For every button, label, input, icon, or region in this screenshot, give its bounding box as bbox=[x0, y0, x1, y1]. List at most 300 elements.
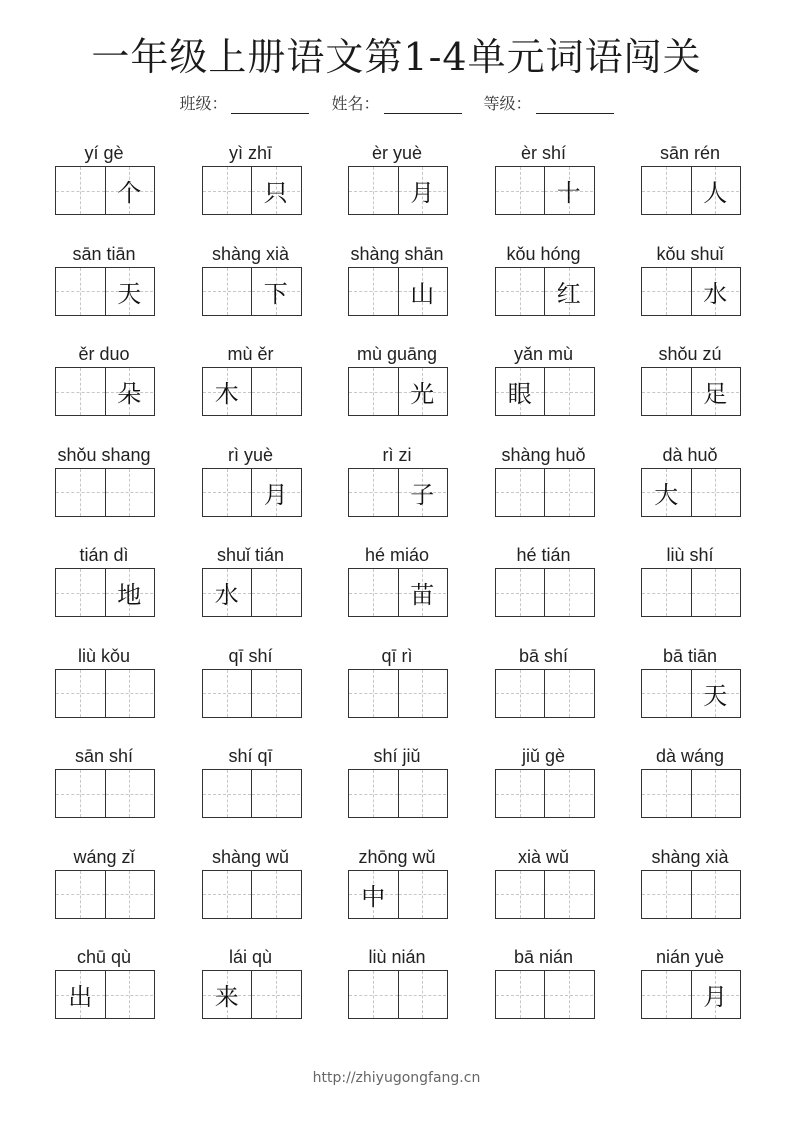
word-cell bbox=[347, 442, 447, 543]
tianzi-grid-box bbox=[495, 568, 595, 617]
character-square[interactable] bbox=[105, 871, 154, 918]
character-square[interactable] bbox=[496, 569, 545, 616]
character-square[interactable] bbox=[56, 770, 105, 817]
pinyin-label: lái qù bbox=[228, 947, 273, 967]
tianzi-grid-box bbox=[202, 166, 302, 215]
pinyin-label: rì zi bbox=[382, 444, 412, 465]
character-square[interactable] bbox=[496, 871, 545, 918]
tianzi-grid-box bbox=[55, 970, 155, 1019]
hanzi-character: 出 bbox=[68, 983, 93, 1011]
word-cell bbox=[201, 341, 301, 442]
hanzi-character bbox=[545, 871, 593, 918]
class-blank-line[interactable] bbox=[231, 95, 309, 114]
hanzi-character: 下 bbox=[263, 279, 288, 308]
word-cell bbox=[640, 743, 740, 844]
character-square[interactable] bbox=[56, 368, 105, 415]
character-square[interactable] bbox=[691, 469, 740, 516]
word-cell bbox=[640, 542, 740, 643]
hanzi-character bbox=[496, 569, 545, 616]
hanzi-character: 木 bbox=[214, 380, 239, 408]
character-square[interactable] bbox=[691, 871, 740, 918]
tianzi-grid-box bbox=[348, 267, 448, 316]
tianzi-grid-box bbox=[202, 870, 302, 919]
pinyin-label: bā tiān bbox=[662, 645, 718, 666]
pinyin-label: liù kǒu bbox=[77, 645, 131, 666]
character-square[interactable] bbox=[496, 368, 545, 415]
hanzi-character bbox=[545, 569, 593, 616]
hanzi-character: 足 bbox=[703, 380, 728, 408]
pinyin-label: dà huǒ bbox=[662, 444, 718, 465]
character-square[interactable] bbox=[105, 670, 154, 717]
character-square[interactable] bbox=[251, 569, 300, 616]
hanzi-character bbox=[349, 770, 398, 817]
tianzi-grid-box bbox=[348, 970, 448, 1019]
hanzi-character bbox=[203, 167, 252, 214]
tianzi-grid-box bbox=[348, 568, 448, 617]
character-square[interactable] bbox=[691, 971, 740, 1018]
hanzi-character bbox=[692, 469, 740, 516]
pinyin-label: tián dì bbox=[79, 545, 129, 565]
word-cell bbox=[494, 140, 594, 241]
tianzi-grid-box bbox=[55, 769, 155, 818]
character-square[interactable] bbox=[56, 569, 105, 616]
character-square[interactable] bbox=[544, 770, 593, 817]
pinyin-label: ěr duo bbox=[78, 344, 130, 364]
character-square[interactable] bbox=[496, 268, 545, 315]
character-square[interactable] bbox=[251, 670, 300, 717]
hanzi-character: 中 bbox=[361, 882, 386, 911]
pinyin-label: xià wǔ bbox=[517, 846, 570, 867]
word-cell bbox=[347, 944, 447, 1045]
character-square[interactable] bbox=[544, 569, 593, 616]
grade-blank-line[interactable] bbox=[536, 95, 614, 114]
pinyin-label: liù shí bbox=[666, 545, 714, 565]
hanzi-character bbox=[349, 971, 398, 1018]
pinyin-label: dà wáng bbox=[655, 746, 725, 766]
word-cell bbox=[54, 140, 154, 241]
word-cell bbox=[494, 442, 594, 543]
pinyin-label: rì yuè bbox=[227, 444, 274, 465]
name-label: 姓名： bbox=[331, 94, 380, 113]
pinyin-label: shàng xià bbox=[651, 846, 729, 867]
pinyin-label: èr yuè bbox=[371, 143, 423, 163]
character-square[interactable] bbox=[203, 268, 252, 315]
tianzi-grid-box bbox=[55, 669, 155, 718]
hanzi-character bbox=[692, 569, 740, 616]
character-square[interactable] bbox=[203, 167, 252, 214]
tianzi-grid-box bbox=[348, 669, 448, 718]
character-square[interactable] bbox=[398, 770, 447, 817]
word-cell bbox=[640, 442, 740, 543]
hanzi-character bbox=[106, 871, 154, 918]
hanzi-character: 红 bbox=[556, 279, 581, 308]
character-square[interactable] bbox=[203, 871, 252, 918]
character-square[interactable] bbox=[105, 469, 154, 516]
pinyin-label: shàng xià bbox=[211, 243, 290, 264]
character-square[interactable] bbox=[105, 368, 154, 415]
tianzi-grid-box bbox=[495, 468, 595, 517]
hanzi-character: 人 bbox=[703, 179, 728, 207]
hanzi-character bbox=[56, 770, 105, 817]
character-square[interactable] bbox=[544, 670, 593, 717]
tianzi-grid-box bbox=[202, 568, 302, 617]
word-cell bbox=[494, 944, 594, 1045]
character-square[interactable] bbox=[349, 569, 398, 616]
hanzi-character: 光 bbox=[410, 380, 435, 408]
word-cell bbox=[640, 241, 740, 342]
hanzi-character bbox=[642, 670, 691, 717]
hanzi-character bbox=[349, 569, 398, 616]
character-square[interactable] bbox=[642, 670, 691, 717]
tianzi-grid-box bbox=[348, 870, 448, 919]
pinyin-label: zhōng wǔ bbox=[358, 846, 436, 867]
character-square[interactable] bbox=[642, 871, 691, 918]
pinyin-label: shí qī bbox=[228, 746, 273, 766]
tianzi-grid-box bbox=[55, 267, 155, 316]
character-square[interactable] bbox=[544, 368, 593, 415]
character-square[interactable] bbox=[544, 167, 593, 214]
character-square[interactable] bbox=[642, 569, 691, 616]
hanzi-character: 月 bbox=[703, 983, 728, 1011]
hanzi-character: 眼 bbox=[507, 380, 532, 408]
name-field bbox=[331, 91, 461, 114]
tianzi-grid-box bbox=[55, 468, 155, 517]
hanzi-character: 天 bbox=[117, 279, 142, 308]
hanzi-character bbox=[203, 670, 252, 717]
character-square[interactable] bbox=[251, 368, 300, 415]
tianzi-grid-box bbox=[641, 568, 741, 617]
character-square[interactable] bbox=[544, 469, 593, 516]
name-blank-line[interactable] bbox=[384, 95, 462, 114]
hanzi-character bbox=[203, 469, 252, 516]
character-square[interactable] bbox=[105, 569, 154, 616]
pinyin-label: shàng shān bbox=[350, 243, 444, 264]
character-square[interactable] bbox=[203, 670, 252, 717]
character-square[interactable] bbox=[691, 368, 740, 415]
pinyin-label: qī shí bbox=[228, 645, 273, 666]
hanzi-character bbox=[642, 167, 691, 214]
grade-label: 等级： bbox=[483, 94, 532, 113]
pinyin-label: chū qù bbox=[76, 947, 132, 967]
character-square[interactable] bbox=[105, 770, 154, 817]
hanzi-character: 十 bbox=[556, 179, 581, 207]
character-square[interactable] bbox=[349, 770, 398, 817]
pinyin-label: mù ěr bbox=[227, 344, 274, 364]
character-square[interactable] bbox=[56, 971, 105, 1018]
character-square[interactable] bbox=[251, 770, 300, 817]
hanzi-character bbox=[252, 871, 300, 918]
character-square[interactable] bbox=[105, 268, 154, 315]
hanzi-character bbox=[545, 971, 593, 1018]
tianzi-grid-box bbox=[641, 669, 741, 718]
character-square[interactable] bbox=[56, 670, 105, 717]
hanzi-character bbox=[692, 871, 740, 918]
word-cell bbox=[640, 643, 740, 744]
word-cell bbox=[54, 442, 154, 543]
character-square[interactable] bbox=[642, 368, 691, 415]
character-square[interactable] bbox=[251, 469, 300, 516]
character-square[interactable] bbox=[56, 268, 105, 315]
character-square[interactable] bbox=[203, 971, 252, 1018]
character-square[interactable] bbox=[642, 770, 691, 817]
character-square[interactable] bbox=[105, 971, 154, 1018]
pinyin-label: kǒu hóng bbox=[506, 243, 581, 264]
hanzi-character bbox=[496, 268, 545, 315]
character-square[interactable] bbox=[544, 871, 593, 918]
pinyin-label: hé miáo bbox=[364, 545, 430, 565]
hanzi-character bbox=[545, 770, 593, 817]
hanzi-character bbox=[399, 770, 447, 817]
tianzi-grid-box bbox=[202, 468, 302, 517]
character-square[interactable] bbox=[496, 469, 545, 516]
character-square[interactable] bbox=[349, 971, 398, 1018]
character-square[interactable] bbox=[544, 268, 593, 315]
hanzi-character bbox=[252, 670, 300, 717]
word-grid bbox=[54, 140, 740, 1045]
hanzi-character bbox=[106, 971, 154, 1018]
word-cell bbox=[201, 241, 301, 342]
hanzi-character bbox=[252, 770, 300, 817]
word-cell bbox=[54, 341, 154, 442]
character-square[interactable] bbox=[544, 971, 593, 1018]
character-square[interactable] bbox=[349, 167, 398, 214]
pinyin-label: qī rì bbox=[381, 645, 413, 666]
character-square[interactable] bbox=[56, 167, 105, 214]
hanzi-character bbox=[642, 971, 691, 1018]
hanzi-character bbox=[252, 569, 300, 616]
hanzi-character bbox=[106, 670, 154, 717]
character-square[interactable] bbox=[691, 770, 740, 817]
hanzi-character bbox=[106, 469, 154, 516]
character-square[interactable] bbox=[203, 569, 252, 616]
hanzi-character: 大 bbox=[654, 480, 679, 509]
hanzi-character bbox=[56, 569, 105, 616]
word-cell bbox=[54, 241, 154, 342]
word-cell bbox=[494, 743, 594, 844]
character-square[interactable] bbox=[691, 268, 740, 315]
character-square[interactable] bbox=[642, 469, 691, 516]
character-square[interactable] bbox=[398, 971, 447, 1018]
character-square[interactable] bbox=[203, 469, 252, 516]
hanzi-character: 山 bbox=[410, 279, 435, 308]
tianzi-grid-box bbox=[641, 166, 741, 215]
hanzi-character: 朵 bbox=[117, 380, 142, 408]
word-cell bbox=[54, 844, 154, 945]
hanzi-character bbox=[642, 268, 691, 315]
tianzi-grid-box bbox=[495, 970, 595, 1019]
tianzi-grid-box bbox=[202, 669, 302, 718]
character-square[interactable] bbox=[398, 670, 447, 717]
hanzi-character bbox=[399, 670, 447, 717]
word-cell bbox=[494, 241, 594, 342]
character-square[interactable] bbox=[642, 971, 691, 1018]
hanzi-character bbox=[106, 770, 154, 817]
hanzi-character bbox=[349, 268, 398, 315]
word-cell bbox=[347, 341, 447, 442]
pinyin-label: sān tiān bbox=[72, 243, 136, 264]
word-cell bbox=[201, 140, 301, 241]
pinyin-label: shuǐ tián bbox=[216, 545, 285, 565]
tianzi-grid-box bbox=[495, 267, 595, 316]
hanzi-character bbox=[203, 871, 252, 918]
hanzi-character: 月 bbox=[263, 480, 288, 509]
character-square[interactable] bbox=[349, 268, 398, 315]
character-square[interactable] bbox=[398, 368, 447, 415]
hanzi-character bbox=[56, 871, 105, 918]
pinyin-label: shí jiǔ bbox=[373, 746, 421, 766]
word-cell bbox=[54, 542, 154, 643]
word-cell bbox=[54, 944, 154, 1045]
hanzi-character bbox=[56, 368, 105, 415]
character-square[interactable] bbox=[496, 167, 545, 214]
hanzi-character bbox=[252, 368, 300, 415]
hanzi-character bbox=[203, 770, 252, 817]
hanzi-character bbox=[349, 368, 398, 415]
hanzi-character bbox=[642, 871, 691, 918]
character-square[interactable] bbox=[203, 770, 252, 817]
hanzi-character bbox=[692, 770, 740, 817]
word-cell bbox=[201, 643, 301, 744]
hanzi-character: 天 bbox=[703, 681, 728, 710]
word-cell bbox=[640, 341, 740, 442]
word-cell bbox=[54, 643, 154, 744]
character-square[interactable] bbox=[251, 971, 300, 1018]
word-cell bbox=[201, 442, 301, 543]
character-square[interactable] bbox=[105, 167, 154, 214]
hanzi-character bbox=[203, 268, 252, 315]
tianzi-grid-box bbox=[202, 970, 302, 1019]
word-cell bbox=[640, 944, 740, 1045]
character-square[interactable] bbox=[496, 770, 545, 817]
character-square[interactable] bbox=[642, 268, 691, 315]
tianzi-grid-box bbox=[641, 267, 741, 316]
student-info-row bbox=[0, 91, 793, 114]
hanzi-character: 地 bbox=[117, 581, 142, 609]
hanzi-character: 水 bbox=[214, 581, 239, 609]
word-cell bbox=[201, 844, 301, 945]
pinyin-label: wáng zǐ bbox=[73, 846, 135, 867]
character-square[interactable] bbox=[691, 670, 740, 717]
pinyin-label: jiǔ gè bbox=[521, 746, 566, 766]
word-cell bbox=[640, 844, 740, 945]
character-square[interactable] bbox=[251, 871, 300, 918]
pinyin-label: sān rén bbox=[659, 143, 721, 163]
character-square[interactable] bbox=[642, 167, 691, 214]
tianzi-grid-box bbox=[641, 367, 741, 416]
tianzi-grid-box bbox=[495, 870, 595, 919]
pinyin-label: bā nián bbox=[513, 947, 574, 967]
tianzi-grid-box bbox=[202, 769, 302, 818]
word-cell bbox=[347, 241, 447, 342]
character-square[interactable] bbox=[251, 167, 300, 214]
tianzi-grid-box bbox=[202, 267, 302, 316]
character-square[interactable] bbox=[496, 971, 545, 1018]
pinyin-label: shǒu zú bbox=[658, 344, 722, 364]
word-cell bbox=[347, 542, 447, 643]
tianzi-grid-box bbox=[348, 367, 448, 416]
character-square[interactable] bbox=[349, 368, 398, 415]
character-square[interactable] bbox=[398, 268, 447, 315]
tianzi-grid-box bbox=[641, 468, 741, 517]
character-square[interactable] bbox=[56, 871, 105, 918]
character-square[interactable] bbox=[398, 569, 447, 616]
character-square[interactable] bbox=[398, 167, 447, 214]
class-field bbox=[179, 91, 309, 114]
word-cell bbox=[494, 844, 594, 945]
hanzi-character bbox=[252, 971, 300, 1018]
hanzi-character: 月 bbox=[410, 179, 435, 207]
tianzi-grid-box bbox=[55, 166, 155, 215]
character-square[interactable] bbox=[349, 469, 398, 516]
hanzi-character bbox=[496, 167, 545, 214]
class-label: 班级： bbox=[179, 94, 228, 113]
hanzi-character bbox=[349, 469, 398, 516]
hanzi-character bbox=[56, 268, 105, 315]
word-cell bbox=[54, 743, 154, 844]
pinyin-label: mù guāng bbox=[356, 344, 438, 364]
hanzi-character bbox=[496, 770, 545, 817]
hanzi-character bbox=[545, 368, 593, 415]
character-square[interactable] bbox=[349, 871, 398, 918]
hanzi-character bbox=[349, 670, 398, 717]
word-cell bbox=[347, 844, 447, 945]
page-title: 一年级上册语文第1-4单元词语闯关 bbox=[91, 35, 702, 79]
hanzi-character bbox=[545, 469, 593, 516]
tianzi-grid-box bbox=[348, 166, 448, 215]
hanzi-character bbox=[496, 469, 545, 516]
hanzi-character: 子 bbox=[410, 480, 435, 509]
footer-url: http://zhiyugongfang.cn bbox=[312, 1070, 481, 1086]
tianzi-grid-box bbox=[495, 669, 595, 718]
tianzi-grid-box bbox=[495, 769, 595, 818]
pinyin-label: nián yuè bbox=[655, 947, 725, 967]
character-square[interactable] bbox=[203, 368, 252, 415]
hanzi-character bbox=[56, 167, 105, 214]
word-cell bbox=[640, 140, 740, 241]
hanzi-character: 只 bbox=[263, 179, 288, 207]
character-square[interactable] bbox=[496, 670, 545, 717]
character-square[interactable] bbox=[56, 469, 105, 516]
character-square[interactable] bbox=[398, 469, 447, 516]
hanzi-character: 水 bbox=[703, 279, 728, 308]
tianzi-grid-box bbox=[348, 468, 448, 517]
character-square[interactable] bbox=[349, 670, 398, 717]
tianzi-grid-box bbox=[641, 970, 741, 1019]
hanzi-character bbox=[642, 569, 691, 616]
character-square[interactable] bbox=[691, 167, 740, 214]
tianzi-grid-box bbox=[641, 769, 741, 818]
word-cell bbox=[494, 643, 594, 744]
pinyin-label: hé tián bbox=[516, 545, 571, 565]
pinyin-label: yì zhī bbox=[228, 143, 272, 163]
character-square[interactable] bbox=[691, 569, 740, 616]
hanzi-character bbox=[56, 469, 105, 516]
hanzi-character: 个 bbox=[117, 179, 142, 207]
word-cell bbox=[347, 643, 447, 744]
hanzi-character bbox=[399, 871, 447, 918]
character-square[interactable] bbox=[398, 871, 447, 918]
hanzi-character bbox=[496, 871, 545, 918]
word-cell bbox=[201, 944, 301, 1045]
pinyin-label: liù nián bbox=[368, 947, 426, 967]
character-square[interactable] bbox=[251, 268, 300, 315]
pinyin-label: shàng huǒ bbox=[501, 444, 586, 465]
tianzi-grid-box bbox=[495, 166, 595, 215]
hanzi-character: 苗 bbox=[410, 581, 435, 609]
pinyin-label: bā shí bbox=[518, 645, 569, 666]
tianzi-grid-box bbox=[55, 367, 155, 416]
pinyin-label: èr shí bbox=[520, 143, 567, 163]
